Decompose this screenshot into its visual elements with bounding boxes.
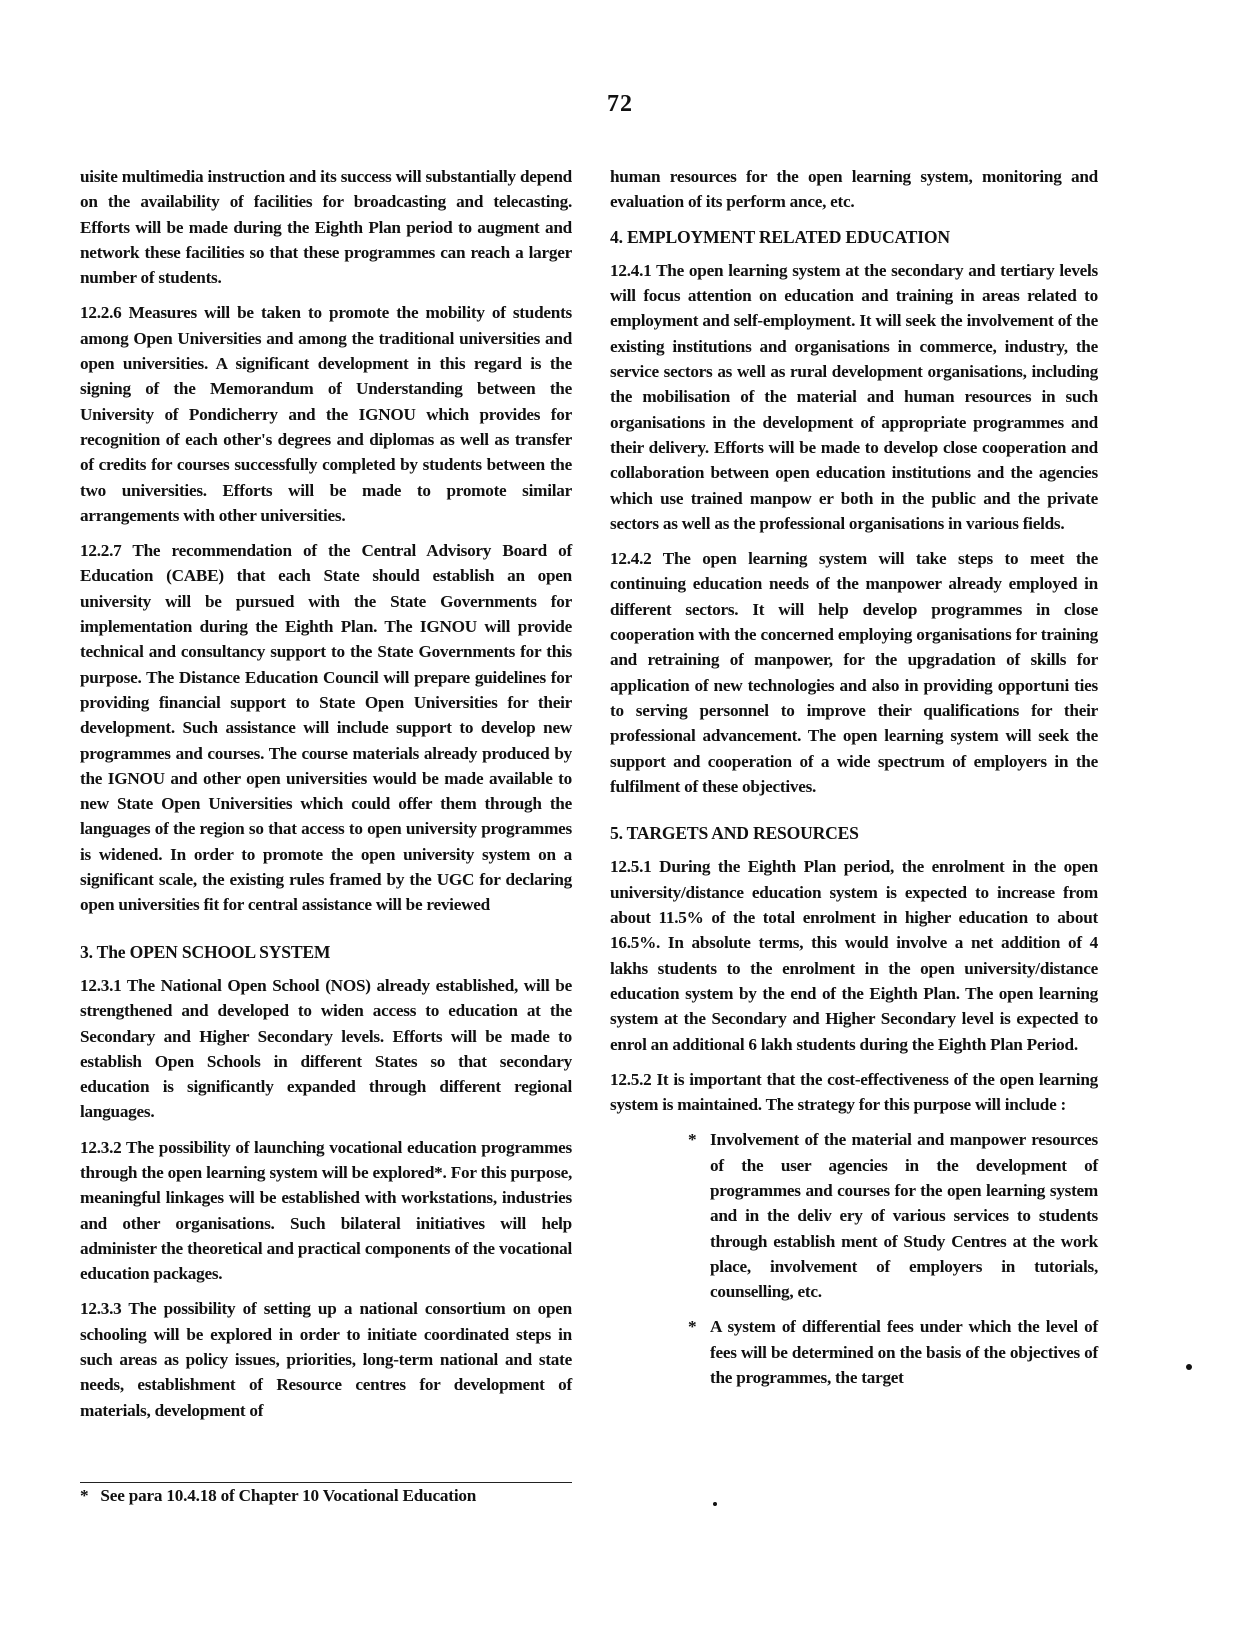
- paragraph-continued-right: human resources for the open learning system, monitoring and evaluation of its perform ance, etc.: [610, 167, 1098, 212]
- scan-speck: [1186, 1364, 1192, 1370]
- left-column: [80, 164, 572, 1433]
- paragraph-12-5-1: 12.5.1 During the Eighth Plan period, the enrolment in the open university/distance education system is expected to increase from about 11.5% of the total enrolment in higher education to about 16.5%. In absolute terms, this would involve a net addition of 4 lakhs students to the enrolment in the open university/distance education system by the end of the Eighth Plan. The open learning system at the Secondary and Higher Secondary level is expected to enrol an additional 6 lakh students during the Eighth Plan Period.: [610, 857, 1098, 1054]
- list-item: [688, 1127, 1098, 1304]
- strategy-list: [610, 1127, 1098, 1390]
- paragraph-12-4-2: 12.4.2 The open learning system will take steps to meet the continuing education needs of the manpower already employed in different sectors. It will help develop programmes in close cooperation with the concerned employing organisations for training and retraining of manpower, for the upgradation of skills for application of new technologies and also in providing opportuni ties to serving personnel to improve their qualifications for their professional advancement. The open learning system will seek the support and cooperation of a wide spectrum of employers in the fulfilment of these objectives.: [610, 549, 1098, 796]
- footnote-text: See para 10.4.18 of Chapter 10 Vocational Education: [100, 1486, 477, 1505]
- paragraph-continued: uisite multimedia instruction and its success will substantially depend on the availability of facilities for broadcasting and telecasting. Efforts will be made during the Eighth Plan period to augment and network these facilities so that these programmes can reach a larger number of students.: [80, 167, 572, 288]
- section-heading-employment: 4. EMPLOYMENT RELATED EDUCATION: [610, 226, 950, 247]
- paragraph-12-3-3: 12.3.3 The possibility of setting up a national consortium on open schooling will be explored in order to initiate coordinated steps in such areas as policy issues, priorities, long-term national and state needs, establishment of Resource centres for development of materials, development of: [80, 1299, 572, 1420]
- footnote-marker: *: [80, 1486, 89, 1505]
- paragraph-12-3-2: 12.3.2 The possibility of launching vocational education programmes through the open learning system will be explored*. For this purpose, meaningful linkages will be established with workstations, industries and other organisations. Such bilateral initiatives will help administer the theoretical and practical components of the vocational education packages.: [80, 1137, 572, 1284]
- footnote: [80, 1486, 580, 1506]
- page-number: 72: [607, 91, 633, 117]
- paragraph-12-3-1: 12.3.1 The National Open School (NOS) already established, will be strengthened and developed to widen access to education at the Secondary and Higher Secondary levels. Efforts will be made to establish Open Schools in different States so that secondary education is significantly expanded through different regional languages.: [80, 975, 572, 1122]
- bullet-marker: *: [688, 1130, 697, 1150]
- paragraph-12-4-1: 12.4.1 The open learning system at the secondary and tertiary levels will focus attention on education and training in areas related to employment and self-employment. It will seek the involvement of the existing institutions and organisations in commerce, industry, the service sectors as well as rural development organisations, including the mobilisation of the material and human resources in such organisations in the development of appropriate programmes and their delivery. Efforts will be made to develop close cooperation and collaboration between open education institutions and the agencies which use trained manpow er both in the public and the private sectors as well as the professional organisations in various fields.: [610, 260, 1098, 533]
- right-column: [610, 164, 1098, 1400]
- paragraph-12-2-6: 12.2.6 Measures will be taken to promote the mobility of students among Open Universities and among the traditional universities and open universities. A significant development in this regard is the signing of the Memorandum of Understanding between the University of Pondicherry and the IGNOU which provides for recognition of each other's degrees and diplomas as well as transfer of credits for courses successfully completed by students between the two universities. Efforts will be made to promote similar arrangements with other universities.: [80, 303, 572, 525]
- bullet-marker: *: [688, 1317, 697, 1337]
- paragraph-12-2-7: 12.2.7 The recommendation of the Central Advisory Board of Education (CABE) that each State should establish an open university will be pursued with the State Governments for implementation during the Eighth Plan. The IGNOU will provide technical and consultancy support to the State Governments for this purpose. The Distance Education Council will prepare guidelines for providing financial support to State Open Universities for their development. Such assistance will include support to develop new programmes and courses. The course materials already produced by the IGNOU and other open universities would be made available to new State Open Universities which could offer them through the languages of the region so that access to open university programmes is widened. In order to promote the open university system on a significant scale, the existing rules framed by the UGC for declaring open universities fit for central assistance will be reviewed: [80, 541, 572, 915]
- scan-speck: [713, 1502, 717, 1506]
- paragraph-12-5-2: 12.5.2 It is important that the cost-effectiveness of the open learning system is maintained. The strategy for this purpose will include :: [610, 1069, 1098, 1115]
- list-item-text: A system of differential fees under which the level of fees will be determined on the basis of the objectives of the programmes, the target: [710, 1317, 1098, 1388]
- footnote-divider: [80, 1482, 572, 1483]
- section-heading-targets: 5. TARGETS AND RESOURCES: [610, 823, 859, 844]
- section-heading-open-school: 3. The OPEN SCHOOL SYSTEM: [80, 941, 331, 962]
- list-item-text: Involvement of the material and manpower resources of the user agencies in the development of programmes and courses for the open learning system and in the deliv ery of various services to students through establish ment of Study Centres at the work place, involvement of employers in tutorials, counselling, etc.: [710, 1130, 1098, 1302]
- list-item: [688, 1314, 1098, 1390]
